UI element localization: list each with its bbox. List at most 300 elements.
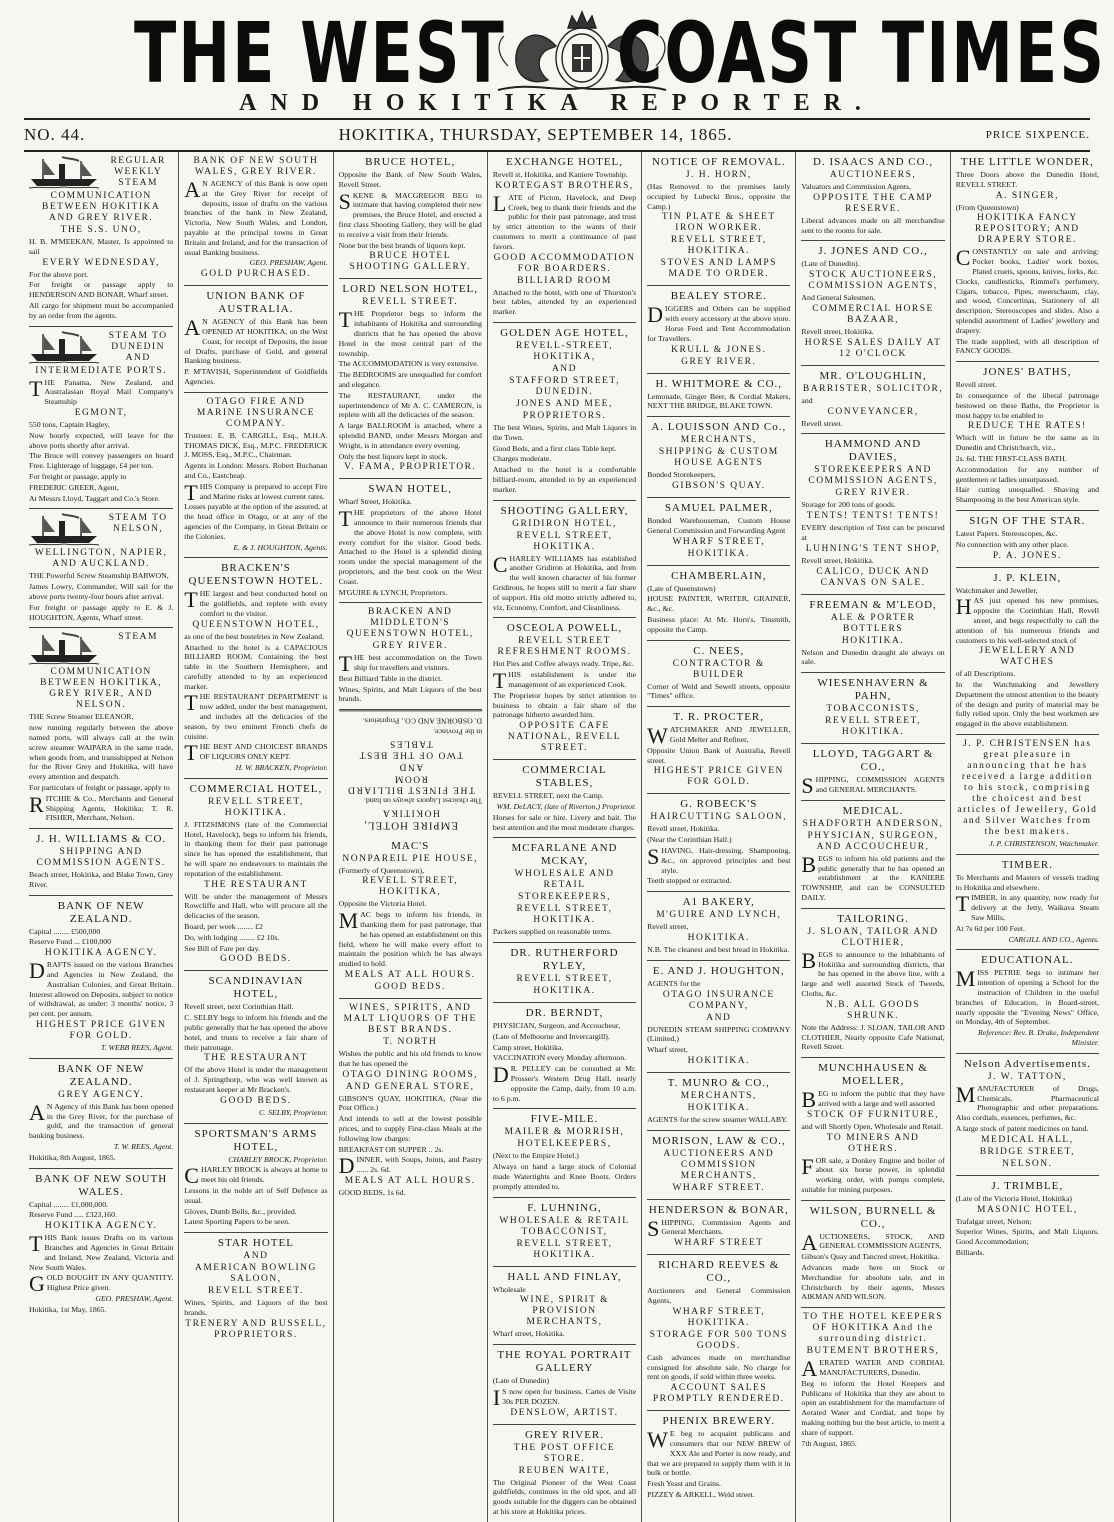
ad-text: J. W. TATTON, <box>987 1071 1067 1082</box>
ad-text: BRUCE HOTEL SHOOTING GALLERY. <box>349 251 471 273</box>
advertisement <box>493 838 636 943</box>
ad-text: MANUFACTURER of Drugs, Chemicals, Pharmaceutical Photographic and other preparations. Also cordials, essences, perfumes, &c. <box>955 1081 1099 1123</box>
ad-text: Lessons in the noble art of Self Defence as usual. <box>184 1185 328 1205</box>
ad-text: REVELL STREET, HOKITIKA. <box>670 235 767 257</box>
ad-text: TO MINERS AND OTHERS. <box>826 1132 920 1154</box>
ad-text: CONSTANTLY on sale and arriving: Pocket books, Ladies' work boxes, Plated cruets, spoons, knives, forks, &c. Clocks, candlesticks, Rimmel's perfumery, Cigars, tobacco, Pipes, meerschaum, clay, and wood, Concertinas, Stationery of all description, Stereoscopes and slides. Also a splendid assortment of Ladies' jewellery and drapery. <box>955 245 1099 335</box>
ad-text: J. FITZSIMONS (late of the Commercial Hotel, Havelock), begs to inform his friends, in thanking them for their past patronage since he has opened the establishment, that he will spare no endeavours to maintain the reputation of the establishment. <box>184 819 328 878</box>
ad-text: GREY RIVER. <box>681 356 757 367</box>
ad-text: Lemonade, Ginger Beer, & Cordial Makers, NEXT THE BRIDGE, BLAKE TOWN. <box>647 391 791 411</box>
ad-text: Cash advances made on merchandise consigned for absolute sale. No charge for rent on goods, if sold within three weeks. <box>647 1352 791 1382</box>
advertisement <box>647 498 790 566</box>
ad-text: (Late of Queenstown) <box>647 583 716 593</box>
ad-text: REVELL STREET, next the Camp. <box>492 791 604 801</box>
ad-text: Charges moderate. <box>492 454 552 464</box>
ad-text: HOUSE PAINTER, WRITER, GRAINER, &c., &c. <box>647 594 791 614</box>
ad-text: C. SELBY, Proprietor. <box>259 1107 328 1117</box>
ad-text: DUNEDIN STEAM SHIPPING COMPANY (Limited,) <box>647 1024 791 1044</box>
ad-text: Superior Wines, Spirits, and Malt Liquors. Good Accommodation; <box>955 1227 1099 1247</box>
ad-text: Business place: At Mr. Horn's, Tinsmith, opposite the Camp. <box>647 614 791 634</box>
ad-text: AUCTIONEERS, <box>829 170 917 180</box>
ad-heading: TIMBER. <box>1001 858 1053 871</box>
ad-text: (Next to the Empire Hotel.) <box>492 1151 579 1161</box>
advertisement <box>339 279 482 479</box>
ad-text: STOREKEEPERS AND COMMISSION AGENTS, <box>808 465 938 487</box>
ad-text: Corner of Weld and Sewell streets, opposite "Times" office. <box>647 681 791 701</box>
ad-text: MAC begs to inform his friends, in thanking them for past patronage, that he has opened an establishment on this field, where he will make every effort to maintain the position which he has always studied to hold. <box>338 908 482 969</box>
ad-text: N.B. ALL GOODS SHRUNK. <box>826 999 921 1021</box>
ad-text: Opposite Union Bank of Australia, Revell street. <box>647 745 791 765</box>
ad-text: WHARF STREET <box>674 1238 764 1249</box>
ad-text: THIS Company is prepared to accept Fire and Marine risks at lowest current rates. <box>184 479 328 505</box>
ad-heading: BRACKEN AND MIDDLETON'S QUEENSTOWN HOTEL, <box>346 607 474 640</box>
ad-text: Revell street. <box>955 380 997 390</box>
ad-text: CONVEYANCER, <box>827 406 919 417</box>
ad-text: MERCHANTS, <box>680 1090 757 1101</box>
ad-heading: JONES' BATHS, <box>983 366 1072 379</box>
ad-text: CHARLEY BROCK is always at home to meet his old friends. <box>184 1163 328 1189</box>
advertisement-columns <box>24 152 1104 1517</box>
ad-text: BEG to inform the public that they have arrived with a large and well assorted <box>801 1087 945 1113</box>
ad-heading: STEAM TO DUNEDIN AND INTERMEDIATE PORTS. <box>35 330 168 376</box>
column-5 <box>641 152 795 1522</box>
ad-text: OPPOSITE CAFE NATIONAL, REVELL STREET. <box>507 721 622 754</box>
ad-text: HOKITIKA AGENCY. <box>44 1221 158 1232</box>
ad-text: MEALS AT ALL HOURS. <box>344 970 476 981</box>
ad-text: GOLD BOUGHT IN ANY QUANTITY. Highest Price given. <box>29 1271 174 1297</box>
ad-text: MASONIC HOTEL, <box>977 1204 1078 1215</box>
advertisement <box>493 1345 636 1424</box>
advertisement <box>647 1200 790 1256</box>
ad-heading: J. JONES AND CO., <box>818 245 928 258</box>
ad-text: FREDERIC GREER, Agent, <box>29 482 119 492</box>
ad-text: GRIDIRON HOTEL, <box>512 518 617 529</box>
ad-text: T. WEBB REES, Agent. <box>100 1043 174 1053</box>
ad-heading: H. WHITMORE & CO., <box>655 377 783 390</box>
ad-text: HOKITIKA. <box>687 1055 750 1066</box>
ad-heading: LLOYD, TAGGART & CO., <box>812 748 934 774</box>
ad-heading: WILSON, BURNELL & CO., <box>809 1204 937 1230</box>
ad-text: LATE of Picton, Havelock, and Deep Creek, beg to thank their friends and the public for their past patronage, and trust by strict attention to the wants of their customers to merit a continuance of past favors. <box>492 190 637 251</box>
advertisement <box>29 829 173 896</box>
advertisement <box>956 511 1099 568</box>
ad-text: The ACCOMMODATION is very extensive. <box>338 359 479 369</box>
ad-text: STOVES AND LAMPS MADE TO ORDER. <box>660 258 777 280</box>
advertisement <box>29 327 173 510</box>
ad-text: Liberal advances made on all merchandise sent to the rooms for sale. <box>801 215 945 235</box>
ad-text: Gloves, Dumb Bells, &c., provided. <box>184 1206 297 1216</box>
ad-text: THE FINEST BILLIARD ROOM <box>346 773 475 795</box>
advertisement <box>184 558 327 779</box>
ad-text: REVELL STREET, HOKITIKA. <box>516 530 613 552</box>
ad-text: THE Screw Steamer ELEANOR, <box>29 712 134 722</box>
ad-heading: EXCHANGE HOTEL, <box>505 156 624 168</box>
ad-heading: G. ROBECK'S <box>680 798 758 811</box>
advertisement <box>29 1169 173 1320</box>
ad-text: DR. PELLEY can be consulted at Mr. Prosser's Western Drug Hall, nearly opposite the Camp, daily, from 10 a.m. to 6 p.m. <box>492 1062 637 1103</box>
ad-text: REVELL STREET, <box>516 974 613 985</box>
advertisement <box>956 950 1099 1053</box>
ad-text: MEALS AT ALL HOURS. <box>344 1176 476 1187</box>
ad-text: DINNER, with Soups, Joints, and Pastry ...... 2s. 6d. <box>338 1153 482 1179</box>
ad-heading: SPORTSMAN'S ARMS HOTEL, <box>194 1127 318 1153</box>
ad-text: The best Wines, Spirits, and Malt Liquors in the Town. <box>492 422 637 442</box>
ad-text: For the above port. <box>29 269 89 279</box>
ad-text: NONPAREIL PIE HOUSE, <box>342 853 479 864</box>
ad-text: Hot Pies and Coffee always ready. Tripe, &c. <box>492 659 634 669</box>
ad-text: Packers supplied on reasonable terms. <box>492 927 612 937</box>
ad-text: PHYSICIAN, SURGEON, AND ACCOUCHEUR, <box>807 830 939 852</box>
ad-text: (Formerly of Queenstown), <box>338 865 425 875</box>
ad-text: V. FAMA, PROPRIETOR. <box>344 462 477 473</box>
ad-text: The BEDROOMS are unequalled for comfort and elegance. <box>338 370 482 389</box>
ad-heading: OTAGO FIRE AND MARINE INSURANCE COMPANY. <box>196 396 316 429</box>
ad-text: J. H. HORN, <box>685 170 752 180</box>
advertisement <box>29 628 173 829</box>
ad-text: RITCHIE & Co., Merchants and General Shipping Agents, Hokitika; T. R. FISHER, Merchant, Nelson. <box>29 791 174 823</box>
ad-text: And General Salesmen, <box>801 293 876 303</box>
ad-text: The trade supplied, with all description of FANCY GOODS. <box>955 336 1099 356</box>
ad-text: Losses payable at the option of the assured, at the head office in Otago, or at any of the agencies of the Company, in Great Britain or the Colonies. <box>184 502 328 541</box>
ad-text: HOKITIKA AGENCY. <box>44 948 158 959</box>
ad-text: CARGILL AND CO., Agents. <box>1008 934 1099 944</box>
ad-text: REVELL STREET, HOKITIKA, <box>362 876 459 898</box>
ad-text: FOR sale, a Donkey Engine and boiler of about six horse power, in splendid working order, with pumps complete, suitable for mining purposes. <box>801 1153 945 1194</box>
ad-text: (From Queenstown) <box>955 202 1019 212</box>
ad-text: AGENTS for the <box>647 978 701 988</box>
ad-text: BILLIARD ROOM <box>517 275 612 286</box>
ad-heading: J. TRIMBLE, <box>991 1179 1064 1192</box>
ad-text: WATCHMAKER AND JEWELLER, Gold Melter and Refiner, <box>647 723 791 749</box>
ad-heading: TAILORING. <box>837 912 909 925</box>
ad-text: 550 tons, Captain Hagley, <box>29 419 110 429</box>
ad-heading: SIGN OF THE STAR. <box>969 514 1086 527</box>
advertisement <box>801 366 944 435</box>
advertisement <box>339 152 482 279</box>
ad-text: GOOD BEDS. <box>220 1095 292 1106</box>
ad-heading: MCFARLANE AND MCKAY, <box>511 842 618 868</box>
ad-text: Wishes the public and his old friends to know that he has opened the <box>338 1049 482 1068</box>
ad-text: Trustees: E. B. CARGILL, Esq., M.H.A. THOMAS DICK, Esq., M.P.C. FREDERICK J. MOSS, Esq., M.P.C., Chairman. <box>184 430 328 460</box>
ad-heading: J. P. CHRISTENSEN has great pleasure in announcing that he has received a large addition to his stock, comprising the choicest and best articles of Jewellery, Gold and Silver Watches from the best makers. <box>957 739 1098 838</box>
advertisement <box>493 1267 636 1346</box>
ad-text: (Late of Dunedin) <box>492 1376 550 1386</box>
ad-text: THE Powerful Screw Steamship BARWON, <box>29 571 169 581</box>
ad-heading: E. AND J. HOUGHTON, <box>652 964 785 977</box>
advertisement <box>801 909 944 1058</box>
ad-text: PIZZEY & ARKELL, Weld street. <box>647 1490 755 1500</box>
ad-text: REVELL STREET, HOKITIKA. <box>516 904 613 926</box>
ad-text: CHARLEY BROCK, Proprietor. <box>228 1154 328 1164</box>
advertisement <box>647 794 790 892</box>
ad-heading: WINES, SPIRITS, AND MALT LIQUORS OF THE BEST BRANDS. <box>343 1003 477 1036</box>
advertisement <box>29 152 173 327</box>
title-coast-times: COAST TIMES <box>616 3 1106 103</box>
advertisement <box>493 323 636 501</box>
ad-text: Capital ........ £500,000 <box>29 926 101 936</box>
steamship-icon <box>29 512 99 546</box>
advertisement <box>184 1124 327 1234</box>
ad-text: GOOD BEDS. <box>374 982 446 993</box>
ad-heading: MAC'S <box>391 839 430 852</box>
ad-text: Revell street, next Corinthian Hall. <box>184 1002 294 1012</box>
ad-text: MEDICAL HALL, <box>981 1134 1074 1145</box>
ad-text: MERCHANTS, <box>680 435 757 446</box>
ad-heading: SCANDINAVIAN HOTEL, <box>208 975 304 1001</box>
ad-heading: COMMERCIAL STABLES, <box>522 764 607 790</box>
ad-text: PROPRIETORS. <box>522 410 607 421</box>
ad-text: HOKITIKA. <box>841 635 905 646</box>
advertisement <box>801 673 944 744</box>
ad-heading: BEALEY STORE. <box>670 290 767 303</box>
ad-text: Board, per week ........ £2 <box>184 922 263 932</box>
ad-text: NELSON. <box>1002 1158 1053 1169</box>
ad-text: BARRISTER, SOLICITOR, <box>802 383 944 394</box>
ad-text: BREAKFAST OR SUPPER .. 2s. <box>338 1144 444 1154</box>
ad-text: J. P. CHRISTENSON, Watchmaker. <box>989 839 1099 849</box>
ad-text: Revell street, <box>647 922 689 932</box>
advertisement <box>801 1058 944 1201</box>
ad-text: DRAFTS issued on the various Branches and Agencies in New Zealand, the Australian Colonies, and Great Britain. Interest allowed on Deposits, subject to notice of withdrawal, as under: 3 months' notice, 3 per cent. per annum. <box>29 958 174 1019</box>
ad-heading: DR. BERNDT, <box>525 1007 604 1020</box>
ad-text: Revell street, Hokitika. <box>801 326 874 336</box>
ad-text: J. SLOAN, TAILOR AND CLOTHIER, <box>807 926 939 948</box>
ad-text: James Lowry, Commander, Will sail for the above ports twenty-four hours after arrival. <box>29 582 174 601</box>
advertisement <box>956 152 1099 362</box>
ad-text: TIN PLATE & SHEET IRON WORKER. <box>661 212 776 234</box>
ad-text: THE best accommodation on the Town ship for travellers and visitors. <box>338 651 482 677</box>
ad-heading: SWAN HOTEL, <box>368 483 453 496</box>
ad-text: STORAGE FOR 500 TONS GOODS. <box>649 1329 788 1351</box>
ad-heading: MR. O'LOUGHLIN, <box>819 369 927 382</box>
ad-text: HOKITIKA FANCY REPOSITORY; AND DRAPERY STORE. <box>975 213 1080 246</box>
ad-text: REVELL STREET, HOKITIKA. <box>516 1238 613 1260</box>
ad-text: REVELL STREET. <box>207 1286 304 1297</box>
ad-text: HOKITIKA. <box>687 932 750 943</box>
ad-heading: BANK OF NEW SOUTH WALES. <box>35 1172 168 1198</box>
ad-text: DIGGERS and Others can be supplied with every accessory at the above store. Horse Feed and Tent Accommodation for Travellers. <box>647 302 791 343</box>
ad-text: Storage for 200 tons of goods. <box>801 500 896 510</box>
ad-text: SHIPPING & CUSTOM HOUSE AGENTS <box>658 447 779 469</box>
ad-text: Wines, Spirits, and Malt Liquors of the best brands. <box>338 684 482 704</box>
ad-text: Opposite the Victoria Hotel. <box>338 899 427 909</box>
ad-text: No connection with any other place. <box>955 539 1069 549</box>
column-7 <box>950 152 1104 1522</box>
advertisement <box>647 707 790 794</box>
ad-text: ACCOUNT SALES PROMPTLY RENDERED. <box>652 1383 785 1405</box>
ad-text: At Messrs Lloyd, Taggart and Co.'s Store. <box>29 493 160 503</box>
ad-heading: J. H. WILLIAMS & CO. <box>36 833 167 846</box>
advertisement <box>647 961 790 1073</box>
dateline-bar <box>24 118 1090 152</box>
ad-text: CALICO, DUCK AND CANVAS ON SALE. <box>816 566 930 588</box>
advertisement <box>184 152 327 286</box>
masthead <box>0 0 1114 144</box>
ad-text: Attached to the hotel, with one of Thurston's best tables, attended by an experienced marker. <box>492 287 637 317</box>
ad-text: H. B. M'MEEKAN, Master, Is appointed to sail <box>29 237 174 256</box>
ad-text: REVELL STREET REFRESHMENT ROOMS. <box>497 636 632 658</box>
ad-text: Beach street, Hokitika, and Blake Town, Grey River. <box>29 870 174 889</box>
ad-text: Do, with lodging ........ £2 10s. <box>184 932 280 942</box>
ad-text: H. W. BRACKEN, Proprietor. <box>235 763 328 773</box>
ad-text: HOTELKEEPERS, <box>517 1139 612 1150</box>
advertisement <box>29 896 173 1059</box>
ad-heading: BANK OF NEW ZEALAND. <box>57 1062 145 1088</box>
ad-heading: THE ROYAL PORTRAIT GALLERY <box>497 1349 632 1375</box>
ad-text: Bonded Storekeepers, <box>647 470 716 480</box>
ad-text: Latest Papers. Stereoscopes, &c. <box>955 528 1058 538</box>
ad-text: GOLD PURCHASED. <box>200 269 311 280</box>
ad-text: AND <box>706 1012 732 1023</box>
ad-text: and will Shortly Open, Wholesale and Retail. <box>801 1121 943 1131</box>
advertisement <box>801 241 944 365</box>
ad-text: SHADFORTH ANDERSON, <box>802 818 944 829</box>
ad-heading: BANK OF NEW ZEALAND. <box>57 899 145 925</box>
ad-text: Fresh Yeast and Grains. <box>647 1479 721 1489</box>
ad-text: Will be under the management of Messrs Rowcliffe and Hall, who will procure all the delicacies of the season. <box>184 891 328 921</box>
issue-price: PRICE SIXPENCE. <box>985 129 1090 141</box>
ad-text: STAFFORD STREET, DUNEDIN. <box>509 375 620 397</box>
ad-text: SHIPPING, Commission Agents and General Merchants. <box>647 1215 791 1241</box>
ad-text: THE RESTAURANT DEPARTMENT is now added, under the best management, and includes all the delicacies of the season, by two eminent French chefs de cuisine. <box>184 690 328 741</box>
ad-text: EGMONT, <box>74 407 128 418</box>
ad-heading: C. NEES, <box>693 644 745 657</box>
advertisement <box>801 152 944 241</box>
ad-text: GREY RIVER. <box>372 641 448 652</box>
ad-text: See Bill of Fare per day. <box>184 943 260 953</box>
ad-heading: FREEMAN & M'LEOD, <box>809 598 937 611</box>
steamship-icon <box>29 330 99 364</box>
ad-heading: BANK OF NEW SOUTH WALES, GREY RIVER. <box>193 156 319 177</box>
ad-heading: PHENIX BREWERY. <box>662 1415 776 1428</box>
ad-text: (Has Removed to the premises lately occupied by Lubecki Bros., opposite the Camp.) <box>647 182 791 211</box>
ad-heading: BRACKEN'S QUEENSTOWN HOTEL. <box>188 562 324 588</box>
ad-text: Reserve Fund ... £100,000 <box>29 937 112 947</box>
ad-text: AN AGENCY of this Bank has been OPENED AT HOKITIKA, on the West Coast, for receipt of Deposits, the issue of Drafts, purchase of Gold, and general Banking business. <box>184 315 328 366</box>
advertisement <box>493 1109 636 1197</box>
ad-heading: OSCEOLA POWELL, <box>506 622 623 635</box>
ad-text: GOOD BEDS. <box>220 954 292 965</box>
ad-text: WHARF STREET, <box>672 536 766 547</box>
advertisement <box>956 735 1099 855</box>
ad-text: A. SINGER, <box>995 190 1059 201</box>
ad-text: OTAGO INSURANCE COMPANY, <box>662 989 775 1011</box>
column-2 <box>178 152 332 1522</box>
ad-text: Revell street, Hokitika. <box>647 824 720 834</box>
ad-text: AERATED WATER AND CORDIAL MANUFACTURERS, Dunedin. <box>801 1356 945 1382</box>
ad-text: EVERY WEDNESDAY, <box>42 257 160 268</box>
advertisement <box>956 1054 1099 1176</box>
ad-heading: GOLDEN AGE HOTEL, <box>500 326 629 339</box>
ad-heading: D. ISAACS AND CO., <box>813 156 934 168</box>
advertisement <box>647 1411 790 1505</box>
ad-text: Hokitika, 1st May, 1865. <box>29 1304 107 1314</box>
ad-heading: T. R. PROCTER, <box>673 711 765 724</box>
ad-heading: A1 BAKERY, <box>682 896 755 909</box>
ad-heading: DR. RUTHERFORD RYLEY, <box>510 947 619 973</box>
ad-text: AMERICAN BOWLING SALOON, <box>194 1263 317 1285</box>
advertisement <box>339 710 482 835</box>
ad-text: AN Agency of this Bank has been opened in the Grey River, for the purchase of gold, and the transaction of general banking business. <box>29 1099 174 1141</box>
steamship-icon <box>29 631 99 665</box>
ad-text: THE Proprietor begs to inform the inhabitants of Hokitika and surrounding districts that he has opened the above Hotel in the most central part of the township. <box>338 307 482 358</box>
ad-text: Camp street, Hokitika. <box>492 1042 564 1052</box>
ad-text: Always on hand a large stock of Colonial made Watertights and Knee Boots. Orders promptly attended to. <box>492 1162 637 1191</box>
advertisement <box>801 595 944 674</box>
ad-heading: FIVE-MILE. <box>530 1113 599 1126</box>
ad-heading: HENDERSON & BONAR, <box>648 1203 789 1216</box>
ad-heading: NOTICE OF REMOVAL. <box>651 156 786 168</box>
ad-text: Capital ........ £1,000,000. <box>29 1199 109 1209</box>
ad-text: AUCTIONEERS, STOCK, AND GENERAL COMMISSION AGENTS, <box>801 1229 945 1255</box>
advertisement <box>29 509 173 628</box>
issue-number: NO. 44. <box>24 125 86 144</box>
ad-text: HIGHEST PRICE GIVEN FOR GOLD. <box>653 766 784 788</box>
ad-text: BEGS to inform his old patients and the public generally that he has opened an establishment at the KANIERE TOWNSHIP, and can be CONSULTED DAILY. <box>801 851 945 902</box>
advertisement <box>801 801 944 909</box>
ad-text: The Proprietor hopes by strict attention to business to obtain a fair share of the patronage hitherto awarded him. <box>492 690 637 720</box>
ad-text: GEO. PRESHAW, Agent. <box>95 1294 174 1304</box>
advertisement <box>801 744 944 801</box>
ad-text: MAILER & MORRISH, <box>504 1127 625 1138</box>
ad-heading: STAR HOTEL <box>217 1237 294 1250</box>
ad-heading: MUNCHHAUSEN & MOELLER, <box>818 1062 928 1088</box>
ad-text: The choicest Liquors always on hand. <box>363 796 482 806</box>
ad-text: WM. DeLACY, (late of Riverton,) Proprietor. <box>496 801 637 811</box>
ad-text: AGENTS for the screw steamer WALLABY. <box>647 1114 788 1124</box>
ad-text: GREY AGENCY. <box>58 1089 145 1100</box>
ad-heading: T. MUNRO & CO., <box>667 1076 770 1089</box>
ad-text: AND <box>243 1251 269 1262</box>
ad-text: In the Watchmaking and Jewellery Department the utmost attention to the beauty of the design and purity of material may be fully relied upon. Only the best workmen are engaged in the above establishment. <box>955 680 1099 729</box>
ad-heading: BRUCE HOTEL, <box>365 156 456 168</box>
ad-text: STOCK AUCTIONEERS, COMMISSION AGENTS, <box>808 270 938 292</box>
advertisement <box>801 434 944 594</box>
ad-text: WINE, SPIRIT & PROVISION MERCHANTS, <box>519 1295 610 1328</box>
column-3 <box>333 152 487 1522</box>
ad-text: HOKITIKA. <box>687 548 750 559</box>
ad-heading: RICHARD REEVES & CO., <box>658 1259 780 1285</box>
ad-text: IS now open for business. Cartes de Visite 30s PER DOZEN. <box>492 1385 637 1411</box>
ad-text: SKENE & MACGREGOR BEG to intimate that having completed their new premises, the Bruce Hotel, and erected a first class Shooting Gallery, they will be glad to receive a visit from their friends. <box>338 188 482 239</box>
ad-text: T. NORTH <box>383 1037 438 1048</box>
ad-text: HOKITIKA. <box>687 1102 750 1113</box>
ad-text: Attached to the hotel is a CAPACIOUS BILLIARD ROOM, Containing the best table in the Southern Hemisphere, and carefully attended to by an experienced marker. <box>184 642 328 691</box>
ad-text: GIBSON'S QUAY. <box>672 480 766 491</box>
advertisement <box>184 971 327 1123</box>
ad-text: OPPOSITE THE CAMP RESERVE. <box>813 192 933 214</box>
ad-text: T. W. REES, Agent. <box>113 1142 174 1152</box>
ad-text: in the Province. <box>432 727 482 737</box>
ad-text: Latest Sporting Papers to be seen. <box>184 1217 290 1227</box>
ad-text: Valuators and Commission Agents, <box>801 182 912 191</box>
ad-text: WHARF STREET. <box>672 1182 766 1193</box>
ad-text: THIS Bank issues Drafts on its various Branches and Agencies in Great Britain and Ireland, New Zealand, Victoria and New South Wales. <box>29 1231 174 1272</box>
ad-text: And intends to sell at the lowest possible prices, and to supply First-class Meals at the following low charges: <box>338 1114 482 1143</box>
advertisement <box>29 1059 173 1169</box>
ad-text: PHYSICIAN, Surgeon, and Accoucheur, <box>492 1021 621 1031</box>
ad-text: AUCTIONEERS AND COMMISSION MERCHANTS, <box>663 1148 775 1181</box>
ad-text: Horses for sale or hire. Livery and bait. The best attention and the most moderate charges. <box>492 812 637 832</box>
ad-text: M'GUIRE AND LYNCH, <box>656 910 782 921</box>
ad-text: Trafalgar street, Nelson; <box>955 1216 1032 1226</box>
ad-text: Auctioneers and General Commission Agents, <box>647 1286 791 1306</box>
ad-text: Revell street, Hokitika. <box>801 555 874 565</box>
ad-text: THE proprietors of the above Hotel announce to their numerous friends that the above Hotel is now complete, with every comfort for the visitor. Good beds. Attached to the Hotel is a splendid dining room under the special management of the proprietors, and the best cook on the West Coast. <box>338 506 482 586</box>
advertisement <box>647 374 790 418</box>
ad-text: Gibson's Quay and Tancred street, Hokitika. <box>801 1252 940 1262</box>
advertisement <box>493 1003 636 1109</box>
